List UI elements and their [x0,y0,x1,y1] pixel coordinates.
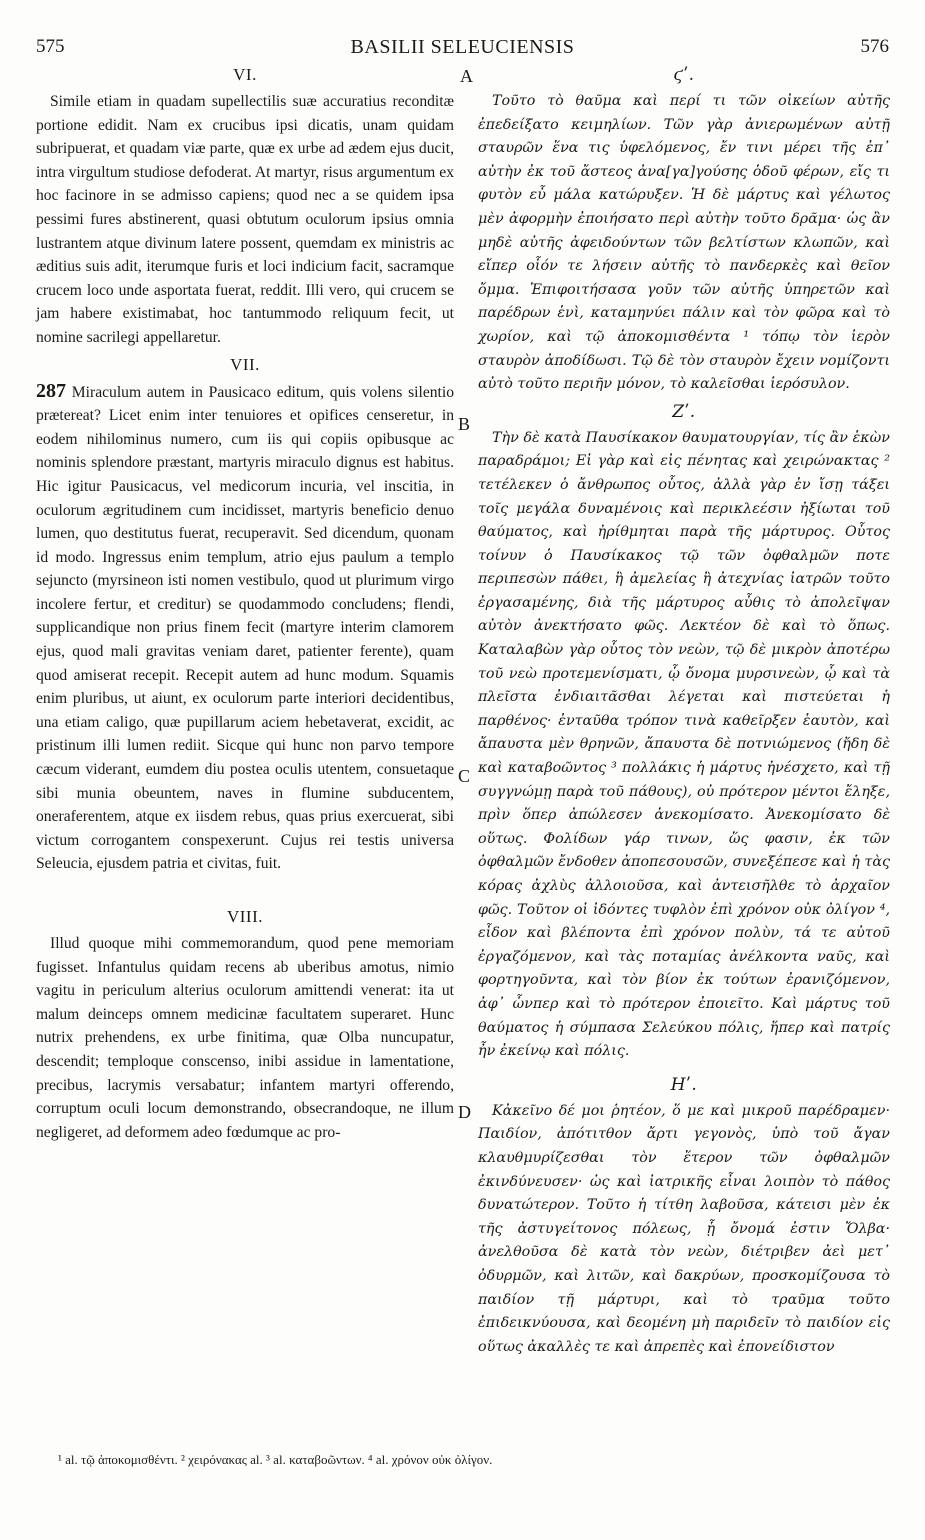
latin-section-7-title: VII. [230,354,260,374]
running-title: BASILII SELEUCIENSIS [350,36,575,58]
latin-section-7-text: Miraculum autem in Pausicaco editum, quis volens silentio prætereat? Licet enim inter tenuiores et opifices censeretur, in eodem nihilominus numero, cum iis qui copiis opibusque ac nominis splendore præstant, martyris miraculo dignus est habitus. Hic igitur Pausicacus, vel medicorum incuria, vel inscitia, in oculorum ægritudinem cum incidisset, martyris beneficio denuo lumen, quo destitutus fuerat, recuperavit. Sed dicendum, quonam id modo. Ingressus enim templum, atrio ejus paulum a templo sejuncto (myrsineon isti nomen vestibulo, quod ut plurimum virgo incolere fertur, et creditur) se quodammodo concludens; flendi, supplicandique non prius finem fecit (martyre interim clamorem ejus, quod mali gravitas veniam daret, patienter ferente), quam quod amiserat recepit. Recepit autem ad hunc modum. Squamis enim pluribus, ut aiunt, ex oculorum parte interiori decidentibus, una etiam caligo, quæ pupillarum aciem hebetaverat, excidit, ac pristinum illi lumen rediit. Sicque qui hunc non parvo tempore cæcum viderant, eumdem diu postea oculis utentem, consuetaque sibi munia obeuntem, naves in flumine subducentem, oneraferentem, atque ex iisdem rebus, quas prius exercuerat, sibi victum corrogantem conspexerunt. Cujus rei testis universa Seleucia, ejusdem patria et civitas, fuit. [36,383,454,873]
greek-section-7-title: Ζʹ. [672,401,696,422]
latin-column [36,62,454,1144]
latin-section-7-paragraph [36,380,454,876]
column-number-287: 287 [36,379,66,402]
page-number-right: 576 [860,36,889,57]
greek-section-7-text: Τὴν δὲ κατὰ Παυσίκακον θαυματουργίαν, τίς ἂν ἑκὼν παραδράμοι; Εἰ γὰρ καὶ εἰς πένητας καὶ χειρώνακτας ² τετέλεκεν ὁ ἄνθρωπος οὗτος, ἀλλὰ γὰρ ἐν ἴσῃ τάξει τοῖς μεγάλα δυναμένοις καὶ περικλεέσιν ἠξίωται τοῦ θαύματος, καὶ ἠρίθμηται παρὰ τῆς μάρτυρος. Οὗτος τοίνυν ὁ Παυσίκακος τῷ τῶν ὀφθαλμῶν ποτε περιπεσὼν πάθει, ἢ ἀμελείας ἢ ἀτεχνίας ἰατρῶν τοῦτο ἐργασαμένης, διὰ τῆς μάρτυρος αὖθις τὸ ἀπολεῖψαν αὐτὸν ἀνεκτήσατο φῶς. Λεκτέον δὲ καὶ τὸ ὅπως. Καταλαβὼν γὰρ οὗτος τὸν νεὼν, τῷ δὲ μικρὸν ἀποτέρω τοῦ νεὼ προτεμενίσματι, ᾧ ὄνομα μυρσινεὼν, ᾧ καὶ τὰ πλεῖστα ἐνδιαιτᾶσθαι λέγεται καὶ πιστεύεται ἡ παρθένος· ἐνταῦθα τρόπον τινὰ καθεῖρξεν ἑαυτὸν, καὶ ἄπαυστα μὲν θρηνῶν, ἄπαυστα δὲ ποτνιώμενος (ἤδη δὲ καὶ καταβοῶντος ³ πολλάκις ἡ μάρτυς ἠνέσχετο, καὶ τῇ συγγνώμῃ παρὰ τοῦ πάθους), οὐ πρότερον μέντοι ἔληξε, πρὶν ὅπερ ἀπώλεσεν ἀνεκομίσατο. Ἀνεκομίσατο δὲ οὕτως. Φολίδων γάρ τινων, ὥς φασιν, ἐκ τῶν ὀφθαλμῶν ἔνδοθεν ἀποπεσουσῶν, συνεξέπεσε καὶ ἡ τὰς κόρας ἀχλὺς ἀλλοιοῦσα, καὶ ἀντεισῆλθε τὸ ἀρχαῖον φῶς. Τοῦτον οἱ ἰδόντες τυφλὸν ἐπὶ χρόνον οὐκ ὀλίγον ⁴, εἶδον καὶ βλέποντα ἐπὶ χρόνον πολὺν, τά τε αὐτοῦ ἐργαζόμενον, καὶ τὰς ποταμίας ἀνέλκοντα ναῦς, καὶ φορτηγοῦντα, καὶ τὸν βίον ἐκ τούτων ἐρανιζόμενον, ἀφ᾽ ὧνπερ καὶ τὸ πρότερον ἐποιεῖτο. Καὶ μάρτυς τοῦ θαύματος ἡ σύμπασα Σελεύκου πόλις, ἥπερ καὶ πατρίς ἦν ἐκείνῳ καὶ πόλις. [478,429,890,1060]
margin-letter-d: D [458,1102,471,1122]
latin-section-8-text: Illud quoque mihi commemorandum, quod pene memoriam fugisset. Infantulus quidam recens ab uberibus amotus, nimio vagitu in periculum alterius oculorum amittendi venerat: ita ut malum deinceps omnem medicinæ facultatem superaret. Hunc nutrix prehendens, ex urbe finitima, quæ Olba nuncupatur, descendit; temploque conscenso, inibi assidue in lamentatione, precibus, lacrymis versabatur; infantem martyri offerendo, corruptum oculi locum demonstrando, obsecrandoque, ne illum negligeret, ad deformem adeo fœdumque ac pro- [36,935,454,1141]
margin-letter-b: B [458,414,471,434]
margin-letter-a: A [460,66,473,86]
page-number-left: 575 [36,36,65,57]
greek-section-8-text: Κἀκεῖνο δέ μοι ῥητέον, ὅ με καὶ μικροῦ παρέδραμεν· Παιδίον, ἀπότιτθον ἄρτι γεγονὸς, ὑπὸ τοῦ ἄγαν κλαυθμυρίζεσθαι τὸν ἕτερον τῶν ὀφθαλμῶν ἐκινδύνευσεν· ὡς καὶ ἰατρικῆς εἶναι λοιπὸν τὸ πάθος δυνατώτερον. Τοῦτο ἡ τίτθη λαβοῦσα, κάτεισι μὲν ἐκ τῆς ἀστυγείτονος πόλεως, ᾗ ὄνομά ἐστιν Ὄλβα· ἀνελθοῦσα δὲ κατὰ τὸν νεὼν, διέτριβεν ἀεὶ μετ᾽ ὀδυρμῶν, καὶ λιτῶν, καὶ δακρύων, προσκομίζουσα τὸ παιδίον τῇ μάρτυρι, καὶ τὸ τραῦμα τοῦτο ἐπιδεικνύουσα, καὶ δεομένη μὴ παριδεῖν τὸ παιδίον εἰς οὕτως ἀκαλλὲς τε καὶ ἀπρεπὲς καὶ ἐπονείδιστον [478,1102,890,1355]
latin-section-6-title: VI. [233,65,257,84]
latin-section-8-title: VIII. [226,907,263,926]
greek-section-8-title: Ηʹ. [670,1074,698,1095]
margin-letter-c: C [458,766,471,786]
greek-section-6-text: Τοῦτο τὸ θαῦμα καὶ περί τι τῶν οἰκείων αὐτῆς ἐπεδείξατο κειμηλίων. Τῶν γὰρ ἀνιερωμένων αὐτῇ σταυρῶν ἕνα τις ὑφελόμενος, ἔν τινι μέρει τῆς ἐπ᾽ αὐτὴν ἐκ τοῦ ἄστεος ἀνα[γα]γούσης ὁδοῦ φέρων, εἴς τι φυτὸν εὖ μάλα κατώρυξεν. Ἡ δὲ μάρτυς καὶ γέλωτος μὲν ἀφορμὴν ἐποιήσατο περὶ αὐτὴν τοῦτο δρᾶμα· ὡς ἂν μηδὲ αὐτῆς ἀφειδούντων τῶν βελτίστων κλωπῶν, καὶ εἴπερ οἷόν τε λήσειν αὐτῆς τὸ πανδερκὲς καὶ θεῖον ὄμμα. Ἐπιφοιτήσασα γοῦν τῶν αὐτῆς ὑπηρετῶν καὶ παρέδρων ἑνὶ, καταμηνύει πάλιν καὶ τὸν φῶρα καὶ τὸ χωρίον, καὶ τῷ ἀποκομισθέντα ¹ τόπῳ τὸν ἱερὸν σταυρὸν ἀποδίδωσι. Τῷ δὲ τὸν σταυρὸν ἔχειν νομίζοντι αὐτὸ τοῦτο περιῆν μόνον, τὸ καλεῖσθαι ἱερόσυλον. [478,93,890,393]
latin-section-6-text: Simile etiam in quadam supellectilis suæ accuratius reconditæ portione edidit. Nam ex crucibus ipsi dicatis, unam quidam subripuerat, et quadam viæ parte, quæ ex urbe ad ædem ejus ducit, intra virgultum studiose defoderat. At martyr, risus argumentum ex hoc facinore in se admisso capiens; quod nec a se quidem ipsa pessimi fures abstinerent, quasi obtutum oculorum ipsius omnia lustrantem atque divinum latere possent, quemdam ex ministris ac æditius suis adit, iterumque furis et loci indicium facit, sacramque crucem loco unde asportata fuerat, reddit. Illi vero, qui crucem se jam habere existimabat, hoc tantummodo reliquum fecit, ut nomine sacrilegi appellaretur. [36,93,454,346]
greek-column [478,62,890,1359]
greek-section-6-title: ϛʹ. [673,65,695,85]
footnotes: ¹ al. τῷ ἀποκομισθέντι. ² χειρόνακας al. ³ al. καταβοῶντων. ⁴ al. χρόνον οὐκ ὀλίγον. [58,1452,493,1467]
